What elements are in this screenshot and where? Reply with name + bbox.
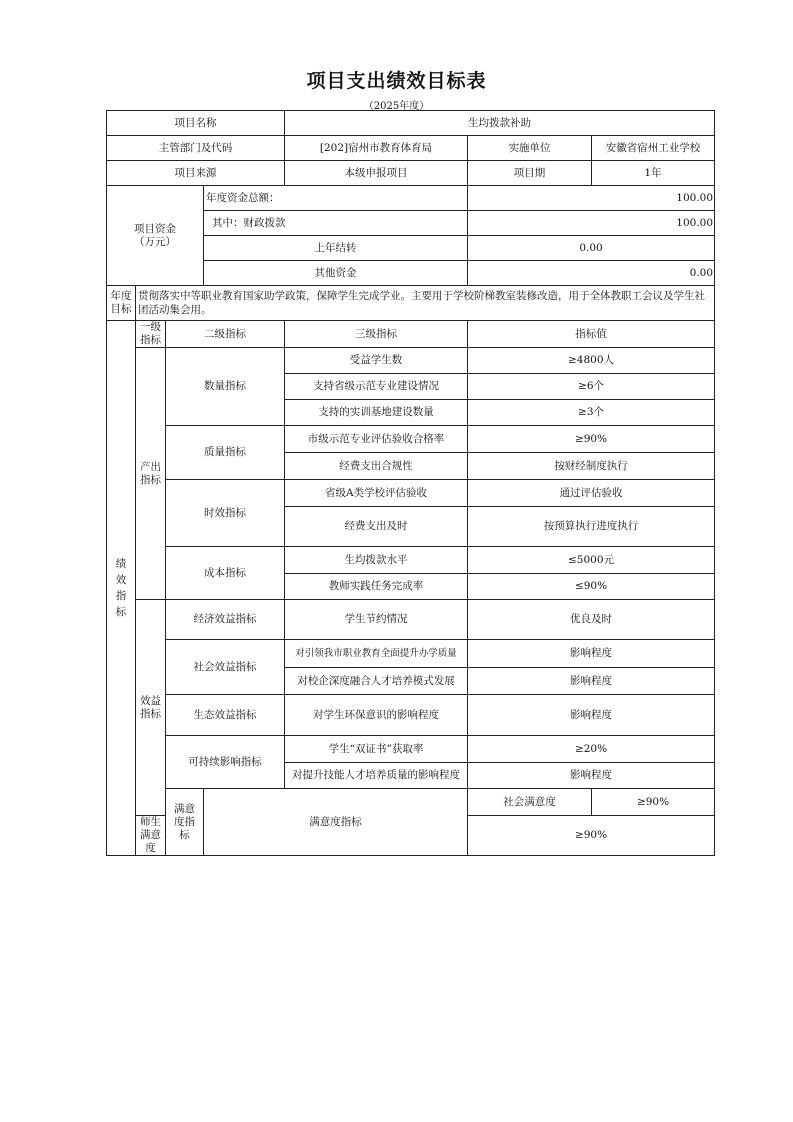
funds-other-label: 其他资金 <box>204 261 468 286</box>
indicator-name: 生均拨款水平 <box>285 547 468 574</box>
header-level1: 一级 指标 <box>136 321 166 348</box>
funds-other-value: 0.00 <box>468 261 715 286</box>
indicator-value: ≥3个 <box>468 400 715 426</box>
impl-label: 实施单位 <box>468 136 592 161</box>
cost-indicator-label: 成本指标 <box>166 547 285 600</box>
indicator-name: 师生满意度 <box>136 816 166 856</box>
dept-label: 主管部门及代码 <box>107 136 285 161</box>
annual-goal-label: 年度 目标 <box>107 286 136 321</box>
quality-indicator-label: 质量指标 <box>166 426 285 480</box>
indicator-value: ≥20% <box>468 736 715 763</box>
social-indicator-label: 社会效益指标 <box>166 640 285 695</box>
indicator-name: 对引领我市职业教育全面提升办学质量 <box>285 640 468 668</box>
indicator-value: ≥90% <box>592 789 715 816</box>
fiscal-year: （2025年度） <box>363 101 430 112</box>
quantity-indicator-label: 数量指标 <box>166 348 285 426</box>
funds-fiscal-value: 100.00 <box>468 211 715 236</box>
period-label: 项目期 <box>468 161 592 186</box>
indicator-value: 影响程度 <box>468 695 715 736</box>
indicator-name: 社会满意度 <box>468 789 592 816</box>
perf-indicator-label: 绩 效 指 标 <box>107 321 136 856</box>
indicator-name: 市级示范专业评估验收合格率 <box>285 426 468 453</box>
indicator-value: 影响程度 <box>468 640 715 668</box>
header-level2: 二级指标 <box>166 321 285 348</box>
sustainable-indicator-label: 可持续影响指标 <box>166 736 285 789</box>
indicator-name: 学生“双证书”获取率 <box>285 736 468 763</box>
period-value: 1年 <box>592 161 715 186</box>
indicator-name: 省级A类学校评估验收 <box>285 480 468 507</box>
economic-indicator-label: 经济效益指标 <box>166 600 285 640</box>
indicator-value: ≥90% <box>468 426 715 453</box>
timeliness-indicator-label: 时效指标 <box>166 480 285 547</box>
indicator-value: ≤90% <box>468 574 715 600</box>
indicator-value: ≥90% <box>468 816 715 856</box>
funds-total-label: 年度资金总额： <box>204 186 468 211</box>
funds-carryover-value: 0.00 <box>468 236 715 261</box>
indicator-value: 通过评估验收 <box>468 480 715 507</box>
funds-carryover-label: 上年结转 <box>204 236 468 261</box>
indicator-name: 对校企深度融合人才培养模式发展 <box>285 668 468 695</box>
satisfaction-sub-label: 满意度指标 <box>204 789 468 856</box>
page-title: 项目支出绩效目标表 <box>306 70 487 92</box>
performance-target-table <box>106 110 715 856</box>
header-level3: 三级指标 <box>285 321 468 348</box>
indicator-value: 优良及时 <box>468 600 715 640</box>
output-indicator-label: 产出 指标 <box>136 348 166 600</box>
indicator-value: ≥6个 <box>468 374 715 400</box>
funds-label: 项目资金 （万元） <box>107 186 204 286</box>
indicator-name: 经费支出及时 <box>285 507 468 547</box>
indicator-name: 教师实践任务完成率 <box>285 574 468 600</box>
indicator-value: 影响程度 <box>468 763 715 789</box>
funds-total-value: 100.00 <box>468 186 715 211</box>
header-value: 指标值 <box>468 321 715 348</box>
funds-fiscal-label: 其中：财政拨款 <box>204 211 468 236</box>
ecological-indicator-label: 生态效益指标 <box>166 695 285 736</box>
benefit-indicator-label: 效益 指标 <box>136 600 166 816</box>
annual-goal-text: 贯彻落实中等职业教育国家助学政策，保障学生完成学业。主要用于学校阶梯教室装修改造，用于全体教职工会议及学生社团活动集会用。 <box>136 286 715 321</box>
indicator-value: 按预算执行进度执行 <box>468 507 715 547</box>
indicator-name: 支持的实训基地建设数量 <box>285 400 468 426</box>
indicator-name: 对学生环保意识的影响程度 <box>285 695 468 736</box>
indicator-value: ≤5000元 <box>468 547 715 574</box>
indicator-name: 受益学生数 <box>285 348 468 374</box>
source-label: 项目来源 <box>107 161 285 186</box>
indicator-name: 对提升技能人才培养质量的影响程度 <box>285 763 468 789</box>
impl-value: 安徽省宿州工业学校 <box>592 136 715 161</box>
indicator-name: 学生节约情况 <box>285 600 468 640</box>
indicator-name: 经费支出合规性 <box>285 453 468 480</box>
indicator-value: 影响程度 <box>468 668 715 695</box>
project-name-value: 生均拨款补助 <box>285 111 715 136</box>
satisfaction-indicator-label: 满意 度指 标 <box>166 789 204 856</box>
indicator-value: 按财经制度执行 <box>468 453 715 480</box>
source-value: 本级申报项目 <box>285 161 468 186</box>
indicator-value: ≥4800人 <box>468 348 715 374</box>
indicator-name: 支持省级示范专业建设情况 <box>285 374 468 400</box>
project-name-label: 项目名称 <box>107 111 285 136</box>
dept-value: [202]宿州市教育体育局 <box>285 136 468 161</box>
